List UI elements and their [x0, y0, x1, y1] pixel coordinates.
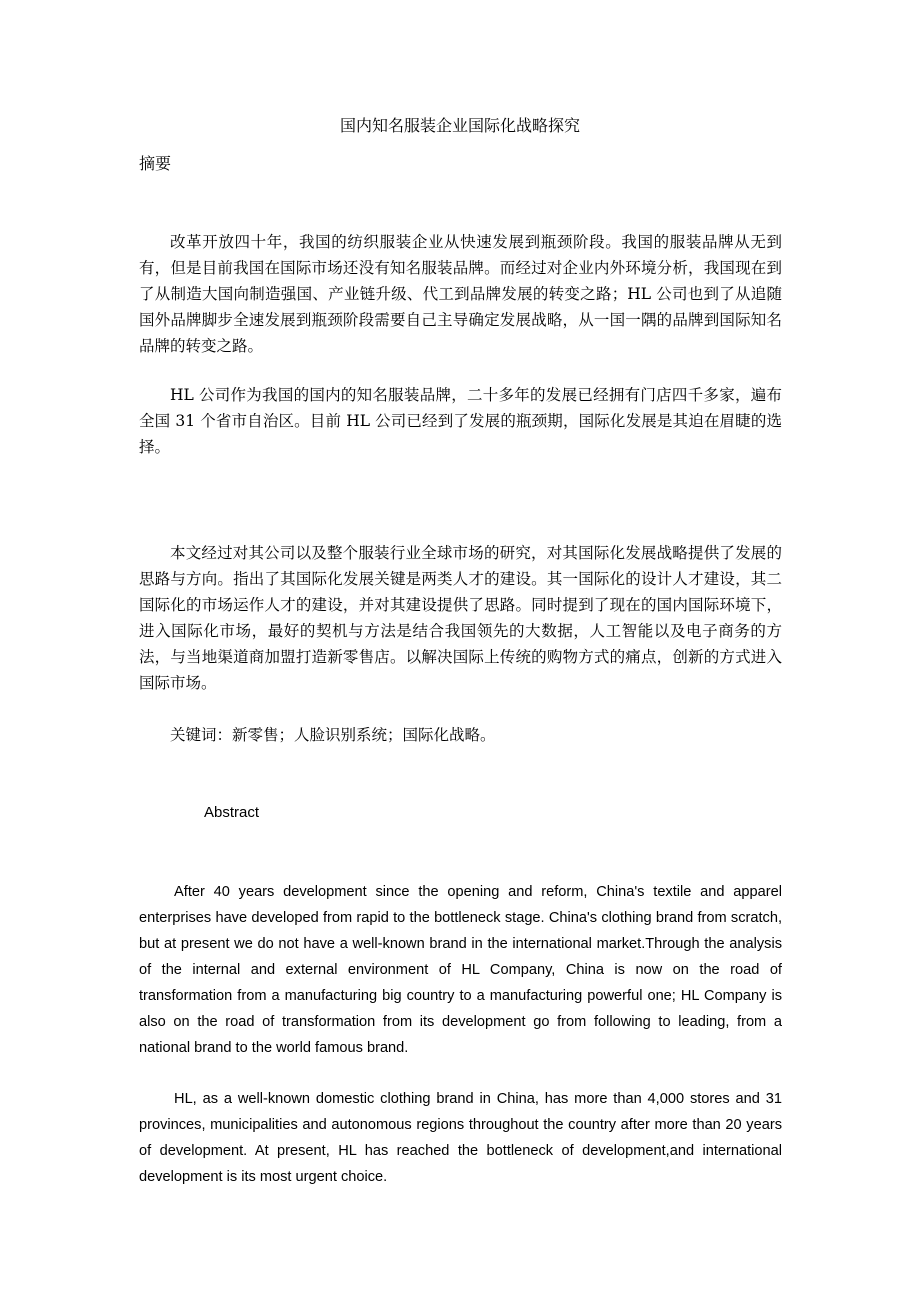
abstract-en-paragraph-1: After 40 years development since the opening and reform, China's textile and apparel enterprises have developed from rapid to the bottleneck stage. China's clothing brand from scratch, but at present we do not have a well-known brand in the international market.Through the analysis of the internal and external environment of HL Company, China is now on the road of transformation from a manufacturing big country to a manufacturing powerful one; HL Company is also on the road of transformation from its development go from following to leading, from a national brand to the world famous brand. — [139, 884, 782, 1056]
abstract-en-heading: Abstract — [204, 804, 260, 821]
abstract-zh-heading: 摘要 — [139, 154, 172, 173]
document-title: 国内知名服装企业国际化战略探究 — [339, 116, 580, 135]
abstract-zh-paragraph-2: HL 公司作为我国的国内的知名服装品牌，二十多年的发展已经拥有门店四千多家，遍布全国 31 个省市自治区。目前 HL 公司已经到了发展的瓶颈期，国际化发展是其迫在眉睫的选择。 — [139, 386, 782, 456]
abstract-en-paragraph-2: HL, as a well-known domestic clothing brand in China, has more than 4,000 stores and 31 provinces, municipalities and autonomous regions throughout the country after more than 20 years of development. At present, HL has reached the bottleneck of development,and international development is its most urgent choice. — [139, 1091, 782, 1185]
keywords-zh: 关键词：新零售；人脸识别系统；国际化战略。 — [170, 726, 496, 744]
abstract-zh-paragraph-1: 改革开放四十年，我国的纺织服装企业从快速发展到瓶颈阶段。我国的服装品牌从无到有，但是目前我国在国际市场还没有知名服装品牌。而经过对企业内外环境分析，我国现在到了从制造大国向制造强国、产业链升级、代工到品牌发展的转变之路；HL 公司也到了从追随国外品牌脚步全速发展到瓶颈阶段需要自己主导确定发展战略，从一国一隅的品牌到国际知名品牌的转变之路。 — [139, 233, 782, 355]
abstract-zh-paragraph-3: 本文经过对其公司以及整个服装行业全球市场的研究，对其国际化发展战略提供了发展的思路与方向。指出了其国际化发展关键是两类人才的建设。其一国际化的设计人才建设，其二国际化的市场运作人才的建设，并对其建设提供了思路。同时提到了现在的国内国际环境下，进入国际化市场，最好的契机与方法是结合我国领先的大数据，人工智能以及电子商务的方法，与当地渠道商加盟打造新零售店。以解决国际上传统的购物方式的痛点，创新的方式进入国际市场。 — [139, 544, 782, 692]
